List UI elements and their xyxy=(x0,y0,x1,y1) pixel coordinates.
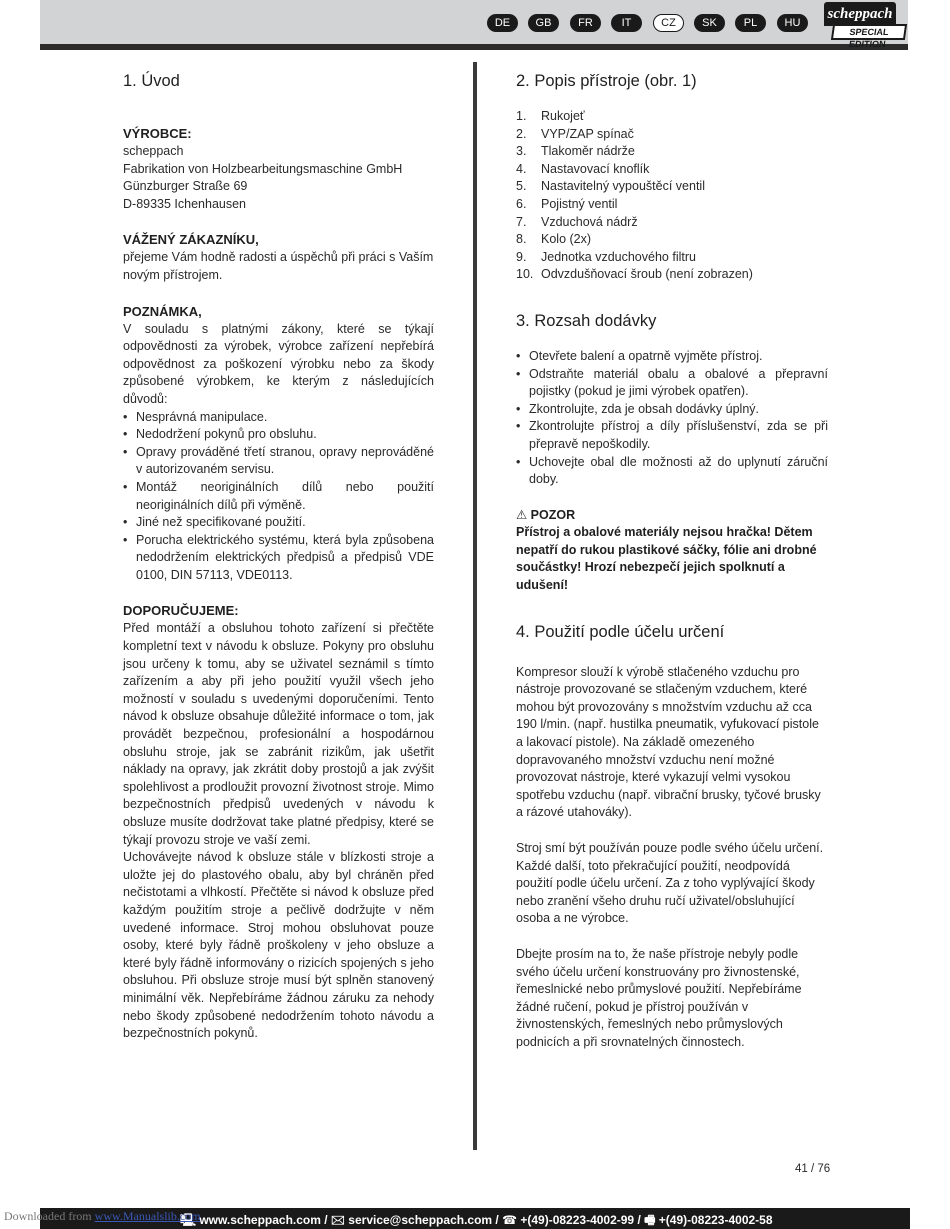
list-item: • Zkontrolujte přístroj a díly příslušenství, zda se při přepravě nepoškodily. xyxy=(516,418,828,453)
logo-wordmark: scheppach xyxy=(824,2,896,26)
use-text: Stroj smí být používán pouze podle svého účelu určení. Každé další, toto překračující použití, neodpovídá použití podle účelu určení. Za z toho vyplývající škody nebo zranění všeho druhu ručí uživatel/obsluhující osoba a ne výrobce. xyxy=(516,841,824,926)
recommend-text: Před montáží a obsluhou tohoto zařízení si přečtěte kompletní text v návodu k obsluze. Pokyny pro obsluhu jsou určeny k tomu, aby se uživatel seznámil s tímto zařízením a aby při jeho použití využil všech jeho možností v souladu s uvedenými doporučeními. Tento návod k obsluze obsahuje důležité informace o tom, jak provádět bezpečnou, profesionální a hospodárnou obsluhu stroje, jak se zabránit rizikům, jak ušetřit náklady na opravy, jak zkrátit doby prostojů a jak zvýšit spolehlivost a prodloužit provozní životnost stroje. Mimo bezpečnostních předpisů uvedených v návodu k obsluze musíte dodržovat take platné předpisy, které se týkají provozu stroje ve vaší zemi. xyxy=(123,621,434,847)
downloaded-prefix: Downloaded from xyxy=(4,1209,95,1223)
manufacturer-line: D-89335 Ichenhausen xyxy=(123,196,247,211)
lang-hu[interactable]: HU xyxy=(777,14,808,32)
customer-heading: VÁŽENÝ ZÁKAZNÍKU, xyxy=(123,232,259,248)
left-column xyxy=(123,70,434,1043)
manufacturer-line: scheppach xyxy=(123,144,184,158)
list-item: • Uchovejte obal dle možnosti až do uplynutí záruční doby. xyxy=(516,454,828,489)
list-item: 6. Pojistný ventil xyxy=(516,196,618,211)
lang-pl[interactable]: PL xyxy=(735,14,766,32)
lang-sk[interactable]: SK xyxy=(694,14,725,32)
manufacturer-heading: VÝROBCE: xyxy=(123,126,192,141)
list-item: • Montáž neoriginálních dílů nebo použití neoriginálních dílů při výměně. xyxy=(123,479,434,514)
lang-gb[interactable]: GB xyxy=(528,14,559,32)
lang-it[interactable]: IT xyxy=(611,14,642,32)
note-list xyxy=(123,409,434,585)
description-title: 2. Popis přístroje (obr. 1) xyxy=(516,72,697,90)
page-number: 41 / 76 xyxy=(795,1163,831,1175)
note-heading: POZNÁMKA, xyxy=(123,303,202,319)
list-item: 4. Nastavovací knoflík xyxy=(516,161,650,176)
intro-title: 1. Úvod xyxy=(123,72,180,90)
list-item: • Jiné než specifikované použití. xyxy=(123,514,434,532)
list-item: • Opravy prováděné třetí stranou, opravy neprováděné v autorizovaném servisu. xyxy=(123,444,434,479)
list-item: • Porucha elektrického systému, která byla způsobena nedodržením elektrických předpisů a předpisů VDE 0100, DIN 57113, VDE0113. xyxy=(123,532,434,585)
right-column xyxy=(516,70,828,1052)
list-item: 5. Nastavitelný vypouštěcí ventil xyxy=(516,179,705,194)
scope-title: 3. Rozsah dodávky xyxy=(516,311,657,330)
manufacturer-line: Fabrikation von Holzbearbeitungsmaschine GmbH xyxy=(123,161,403,176)
manualslib-link[interactable]: www.Manualslib.com xyxy=(94,1209,201,1223)
customer-text: přejeme Vám hodně radosti a úspěchů při práci s Vaším novým přístrojem. xyxy=(123,250,434,282)
list-item: 8. Kolo (2x) xyxy=(516,232,592,247)
lang-de[interactable]: DE xyxy=(487,14,518,32)
lang-cz[interactable]: CZ xyxy=(653,14,684,32)
use-text: Kompresor slouží k výrobě stlačeného vzduchu pro nástroje provozované se stlačeným vzduchem, které mohou být provozovány s množstvím vzduchu až cca 190 l/min. (např. hustilka pneumatik, vyfukovací pistole a lakovací pistole). Na základě omezeného dopravovaného množství vzduchu není možné provozovat nástroje, které vykazují velmi vysokou spotřebu vzduchu (např. vibrační brusky, tyčové brusky a rázové utahováky). xyxy=(516,664,821,820)
scope-list xyxy=(516,348,828,489)
list-item: 9. Jednotka vzduchového filtru xyxy=(516,249,696,264)
list-item: 10. Odvzdušňovací šroub (není zobrazen) xyxy=(516,267,753,282)
list-item: • Nedodržení pokynů pro obsluhu. xyxy=(123,426,434,444)
list-item: • Zkontrolujte, zda je obsah dodávky úplný. xyxy=(516,401,828,419)
footer-contact: 🖳 www.scheppach.com / 🖂 service@scheppach.com / ☎ +(49)-08223-4002-99 / 🖷 +(49)-08223-4002-58 xyxy=(180,1213,773,1227)
use-title: 4. Použití podle účelu určení xyxy=(516,622,725,641)
use-text: Dbejte prosím na to, že naše přístroje nebyly podle svého účelu určení konstruovány pro živnostenské, řemeslnické nebo průmyslové použití. Nepřebíráme žádné ručení, pokud je přístroj používán v živnostenských, řemeslných nebo průmyslových podnicích a při srovnatelných činnostech. xyxy=(516,946,802,1049)
list-item: 2. VYP/ZAP spínač xyxy=(516,126,634,141)
list-item: • Odstraňte materiál obalu a obalové a přepravní pojistky (pokud je jimi výrobek opatřen). xyxy=(516,366,828,401)
column-divider xyxy=(473,62,477,1150)
header-shadow xyxy=(40,44,908,50)
note-text: V souladu s platnými zákony, které se týkají odpovědnosti za výrobek, výrobce zařízení nepřebírá odpovědnost za poškození výrobku nebo za škody způsobené výrobkem, ke kterým z následujících důvodů: xyxy=(123,321,434,406)
list-item: 3. Tlakoměr nádrže xyxy=(516,144,635,159)
lang-fr[interactable]: FR xyxy=(570,14,601,32)
parts-list xyxy=(516,108,828,284)
manufacturer-line: Günzburger Straße 69 xyxy=(123,179,248,194)
list-item: 1. Rukojeť xyxy=(516,109,585,123)
warning-title: ⚠ POZOR xyxy=(516,507,576,522)
warning-text: Přístroj a obalové materiály nejsou hračka! Dětem nepatří do rukou plastikové sáčky, fólie ani drobné součástky! Hrozí nebezpečí jejich spolknutí a udušení! xyxy=(516,525,817,593)
list-item: 7. Vzduchová nádrž xyxy=(516,214,638,229)
downloaded-note xyxy=(4,1209,201,1224)
scheppach-logo xyxy=(822,2,908,49)
recommend-text: Uchovávejte návod k obsluze stále v blízkosti stroje a uložte jej do plastového obalu, aby byl chráněn před nečistotami a vlhkostí. Přečtěte si návod k obsluze před každým použitím stroje a pečlivě dodržujte v něm uvedené informace. Stroj mohou obsluhovat pouze osoby, které byly řádně proškoleny v jeho obsluze a které byly řádně informovány o rizicích spojených s jeho obsluhou. Při obsluze stroje musí být splněn stanovený minimální věk. Nepřebíráme žádnou záruku za nehody nebo škody způsobené nedodržením tohoto návodu a bezpečnostních pokynů. xyxy=(123,850,434,1041)
logo-special-edition: SPECIAL EDITION xyxy=(831,24,907,40)
list-item: • Otevřete balení a opatrně vyjměte přístroj. xyxy=(516,348,828,366)
list-item: • Nesprávná manipulace. xyxy=(123,409,434,427)
recommend-heading: DOPORUČUJEME: xyxy=(123,603,239,619)
